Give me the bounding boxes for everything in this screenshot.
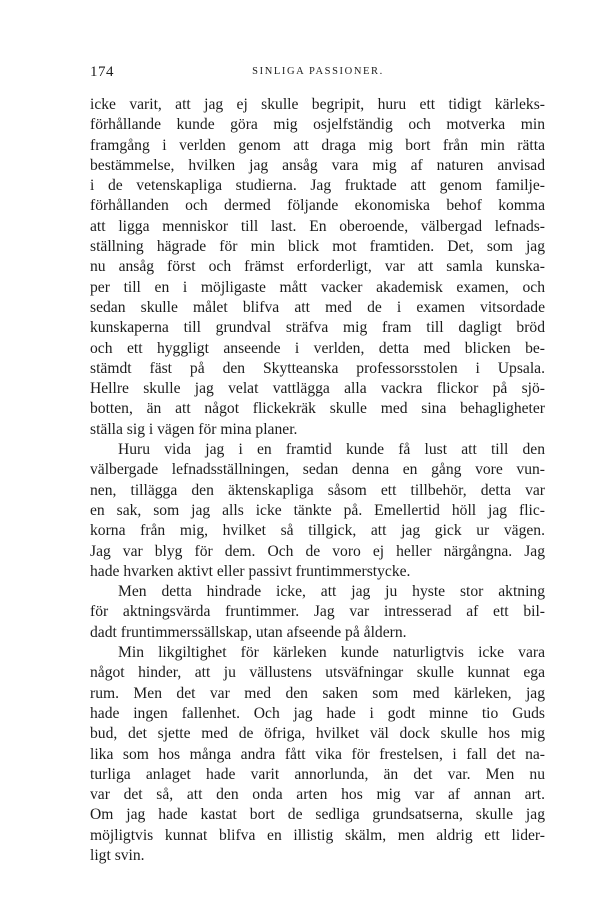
text-line: framgång i verlden genom att draga mig bort från min rätta xyxy=(90,136,545,154)
text-line: lika som hos många andra fått vika för frestelsen, i fall det na- xyxy=(90,745,545,763)
text-line: ställning hägrade för min blick mot framtiden. Det, som jag xyxy=(90,238,545,256)
text-line: Om jag hade kastat bort de sedliga grundsatserna, skulle jag xyxy=(90,806,545,824)
text-line: hade ingen fallenhet. Och jag hade i godt minne tio Guds xyxy=(90,704,545,722)
text-line: var det så, att den onda arten hos mig var af annan art. xyxy=(90,786,545,804)
text-line: icke varit, att jag ej skulle begripit, huru ett tidigt kärleks- xyxy=(90,96,545,113)
text-line: sedan skulle målet blifva att med de i examen vitsordade xyxy=(90,298,545,316)
page-header xyxy=(90,64,546,82)
paragraph-end-line: ställa sig i vägen för mina planer. xyxy=(90,420,298,438)
text-line: och ett hyggligt anseende i verlden, detta med blicken be- xyxy=(90,339,545,357)
text-line: korna från mig, hvilket så tillgick, att jag gick ur vägen. xyxy=(90,522,545,540)
text-line: något hinder, att ju vällustens utsväfningar skulle kunnat ega xyxy=(90,664,545,682)
text-line: turliga anlaget hade varit annorlunda, än det var. Men nu xyxy=(90,765,545,783)
text-line: botten, än att något flickekräk skulle med sina behagligheter xyxy=(90,400,545,418)
text-line: Hellre skulle jag velat vattlägga alla vackra flickor på sjö- xyxy=(90,380,545,398)
text-line: stämdt fäst på den Skytteanska professorsstolen i Upsala. xyxy=(90,359,545,377)
text-line: nen, tillägga den äktenskapliga såsom ett tillbehör, detta var xyxy=(90,481,545,499)
text-line: förhållanden och dermed följande ekonomiska behof komma xyxy=(90,197,545,215)
text-line: bestämmelse, hvilken jag ansåg vara mig af naturen anvisad xyxy=(90,156,545,174)
body-text xyxy=(90,95,545,866)
paragraph-end-line: hade hvarken aktivt eller passivt fruntimmerstycke. xyxy=(90,562,411,580)
text-line: bud, det sjette med de öfriga, hvilket väl dock skulle hos mig xyxy=(90,725,545,743)
text-line: i de vetenskapliga studierna. Jag fruktade att genom familje- xyxy=(90,177,545,195)
paragraph-start-line: Min likgiltighet för kärleken kunde naturligtvis icke vara xyxy=(118,644,545,662)
paragraph-start-line: Huru vida jag i en framtid kunde få lust att till den xyxy=(118,441,545,459)
text-line: att ligga menniskor till last. En oberoende, välbergad lefnads- xyxy=(90,217,545,235)
paragraph-end-line: dadt fruntimmerssällskap, utan afseende på åldern. xyxy=(90,623,407,641)
page-number: 174 xyxy=(90,64,114,80)
text-line: per till en i möjligaste mått vacker akademisk examen, och xyxy=(90,278,545,296)
running-head: SINLIGA PASSIONER. xyxy=(252,66,384,77)
text-line: möjligtvis kunnat blifva en illistig skälm, men aldrig ett lider- xyxy=(90,826,545,844)
text-line: rum. Men det var med den saken som med kärleken, jag xyxy=(90,684,545,702)
text-line: en sak, som jag alls icke tänkte på. Emellertid höll jag flic- xyxy=(90,501,545,519)
text-line: Jag var blyg för dem. Och de voro ej heller närgångna. Jag xyxy=(90,542,545,560)
text-line: nu ansåg först och främst erforderligt, var att samla kunska- xyxy=(90,258,545,276)
text-line: förhållande kunde göra mig osjelfständig och motverka min xyxy=(90,116,545,134)
paragraph-end-line: ligt svin. xyxy=(90,846,145,864)
text-line: för aktningsvärda fruntimmer. Jag var intresserad af ett bil- xyxy=(90,603,545,621)
text-line: kunskaperna till grundval sträfva mig fram till dagligt bröd xyxy=(90,319,545,337)
text-line: välbergade lefnadsställningen, sedan denna en gång vore vun- xyxy=(90,461,545,479)
paragraph-start-line: Men detta hindrade icke, att jag ju hyste stor aktning xyxy=(118,583,545,601)
